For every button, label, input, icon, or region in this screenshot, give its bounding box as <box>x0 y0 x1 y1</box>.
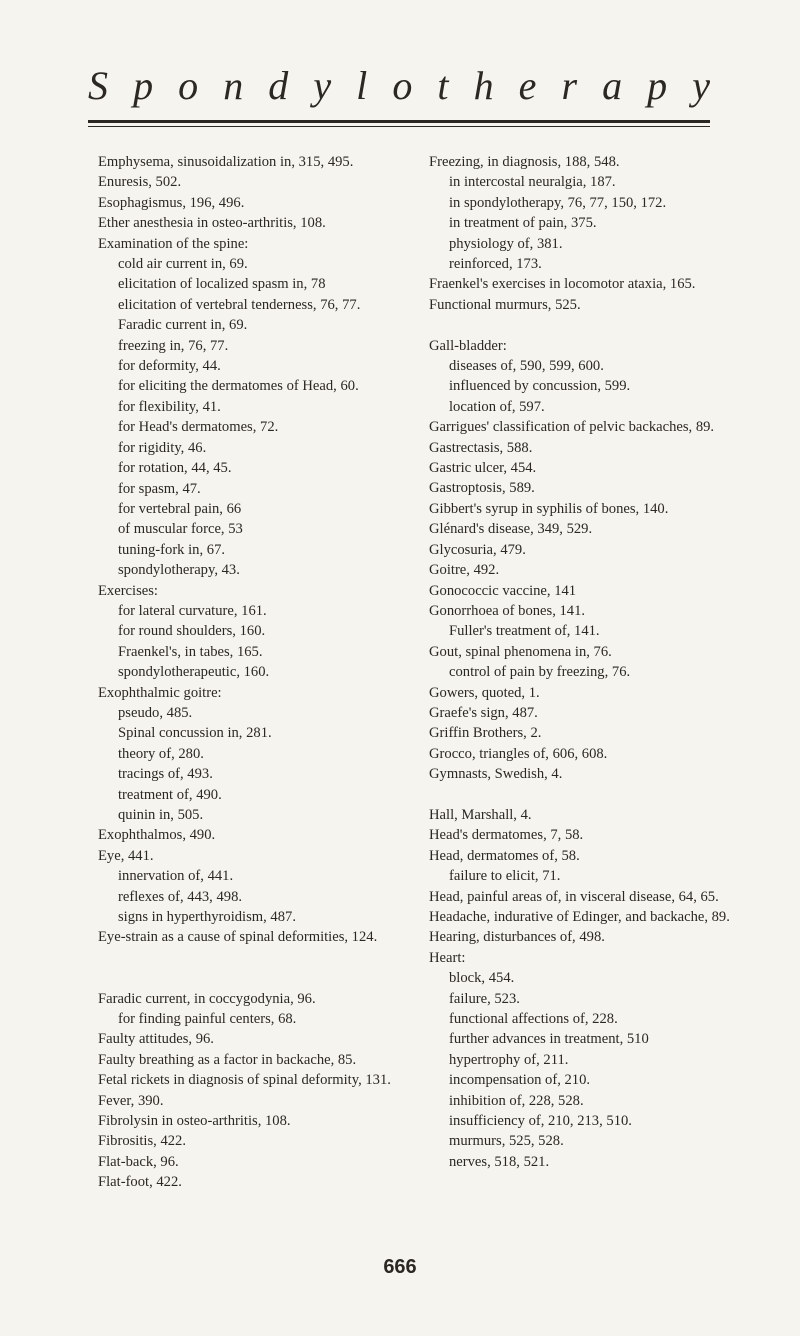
running-head-letter: h <box>473 63 494 108</box>
index-subentry: insufficiency of, 210, 213, 510. <box>449 1113 632 1130</box>
index-subentry: for lateral curvature, 161. <box>118 602 267 619</box>
index-entry: Head's dermatomes, 7, 58. <box>429 827 584 844</box>
index-subentry: location of, 597. <box>449 398 545 415</box>
index-subentry: murmurs, 525, 528. <box>449 1133 564 1150</box>
index-entry: Glénard's disease, 349, 529. <box>429 521 593 538</box>
index-entry: Gout, spinal phenomena in, 76. <box>429 643 612 660</box>
running-head-letter: p <box>647 63 668 108</box>
index-subentry: treatment of, 490. <box>118 786 222 803</box>
index-subentry: for rotation, 44, 45. <box>118 460 232 477</box>
running-head-letter: n <box>223 63 244 108</box>
index-subentry: spondylotherapeutic, 160. <box>118 664 270 681</box>
index-entry: Fever, 390. <box>98 1092 164 1109</box>
index-subentry: failure, 523. <box>449 990 520 1007</box>
index-subentry: for finding painful centers, 68. <box>118 1011 297 1028</box>
index-entry: Gibbert's syrup in syphilis of bones, 140. <box>429 500 669 517</box>
index-subentry: nerves, 518, 521. <box>449 1153 550 1170</box>
index-subentry: influenced by concussion, 599. <box>449 378 631 395</box>
index-subentry: block, 454. <box>449 970 515 987</box>
index-subentry: control of pain by freezing, 76. <box>449 664 631 681</box>
index-entry: Graefe's sign, 487. <box>429 704 538 721</box>
index-entry: Exercises: <box>98 582 158 599</box>
index-subentry: signs in hyperthyroidism, 487. <box>118 909 296 926</box>
index-entry: Faulty breathing as a factor in backache, 85. <box>98 1051 357 1068</box>
index-subentry: tracings of, 493. <box>118 766 213 783</box>
index-subentry: elicitation of vertebral tenderness, 76, 77. <box>118 296 361 313</box>
index-entry: Gastrectasis, 588. <box>429 439 533 456</box>
index-entry: Headache, indurative of Edinger, and backache, 89. <box>429 909 730 925</box>
index-subentry: Faradic current in, 69. <box>118 317 248 334</box>
index-entry: Fetal rickets in diagnosis of spinal deformity, 131. <box>98 1072 391 1089</box>
index-entry: Eye-strain as a cause of spinal deformities, 124. <box>98 929 378 946</box>
letter-group-gap <box>98 968 428 988</box>
index-entry: Faradic current, in coccygodynia, 96. <box>98 990 316 1007</box>
index-entry: Heart: <box>429 949 466 966</box>
index-subentry: spondylotherapy, 43. <box>118 562 240 579</box>
index-subentry: for rigidity, 46. <box>118 439 207 456</box>
index-subentry: tuning-fork in, 67. <box>118 541 226 558</box>
index-entry: Fibrolysin in osteo-arthritis, 108. <box>98 1113 291 1130</box>
letter-group-gap <box>429 315 749 335</box>
index-entry: Emphysema, sinusoidalization in, 315, 495. <box>98 154 354 170</box>
index-entry: Flat-back, 96. <box>98 1153 179 1170</box>
index-subentry: for flexibility, 41. <box>118 398 221 415</box>
running-head-letter: o <box>178 63 199 108</box>
index-entry: Flat-foot, 422. <box>98 1174 182 1191</box>
index-subentry: diseases of, 590, 599, 600. <box>449 358 604 375</box>
header-rule-thick <box>88 120 710 123</box>
index-entry: Hearing, disturbances of, 498. <box>429 929 605 946</box>
index-entry: Fibrositis, 422. <box>98 1133 186 1150</box>
index-subentry: for eliciting the dermatomes of Head, 60. <box>118 378 359 395</box>
index-subentry: for deformity, 44. <box>118 358 221 375</box>
running-head-letter: t <box>437 63 449 108</box>
index-subentry: elicitation of localized spasm in, 78 <box>118 276 326 293</box>
index-entry: Esophagismus, 196, 496. <box>98 194 245 211</box>
running-head-letter: e <box>518 63 537 108</box>
index-subentry: Fraenkel's, in tabes, 165. <box>118 643 263 660</box>
index-subentry: inhibition of, 228, 528. <box>449 1092 584 1109</box>
index-subentry: cold air current in, 69. <box>118 256 248 273</box>
index-entry: Faulty attitudes, 96. <box>98 1031 214 1048</box>
index-subentry: functional affections of, 228. <box>449 1011 618 1028</box>
index-entry: Glycosuria, 479. <box>429 541 526 558</box>
index-subentry: quinin in, 505. <box>118 807 204 823</box>
index-entry: Enuresis, 502. <box>98 174 182 191</box>
header-rule-thin <box>88 126 710 127</box>
index-subentry: in spondylotherapy, 76, 77, 150, 172. <box>449 194 667 211</box>
index-subentry: of muscular force, 53 <box>118 521 243 538</box>
index-entry: Functional murmurs, 525. <box>429 296 581 313</box>
index-entry: Exophthalmic goitre: <box>98 684 222 701</box>
index-subentry: failure to elicit, 71. <box>449 868 561 885</box>
index-entry: Gastric ulcer, 454. <box>429 460 537 477</box>
index-entry: Garrigues' classification of pelvic backaches, 89. <box>429 419 715 436</box>
index-entry: Examination of the spine: <box>98 235 249 252</box>
index-entry: Ether anesthesia in osteo-arthritis, 108. <box>98 215 326 232</box>
running-head-letter: o <box>392 63 413 108</box>
index-entry: Griffin Brothers, 2. <box>429 725 542 742</box>
index-subentry: incompensation of, 210. <box>449 1072 591 1089</box>
index-entry: Head, painful areas of, in visceral disease, 64, 65. <box>429 888 719 905</box>
running-head-letter: y <box>313 63 332 108</box>
running-head-letter: S <box>88 63 108 108</box>
index-subentry: reflexes of, 443, 498. <box>118 888 243 905</box>
index-entry: Freezing, in diagnosis, 188, 548. <box>429 154 620 170</box>
index-entry: Hall, Marshall, 4. <box>429 806 532 823</box>
running-head-letter: y <box>692 63 710 108</box>
index-subentry: innervation of, 441. <box>118 868 234 885</box>
running-head-letter: a <box>602 63 623 108</box>
running-head <box>88 63 710 108</box>
index-subentry: Spinal concussion in, 281. <box>118 725 272 742</box>
index-subentry: for round shoulders, 160. <box>118 623 266 640</box>
running-head-letter: d <box>268 63 289 108</box>
letter-group-gap <box>98 948 428 968</box>
index-subentry: freezing in, 76, 77. <box>118 337 229 354</box>
index-subentry: in treatment of pain, 375. <box>449 215 597 232</box>
index-entry: Exophthalmos, 490. <box>98 827 216 844</box>
index-subentry: reinforced, 173. <box>449 256 542 273</box>
index-entry: Eye, 441. <box>98 847 154 864</box>
running-head-letter: r <box>561 63 578 108</box>
index-entry: Gastroptosis, 589. <box>429 480 535 497</box>
running-head-letter: p <box>133 63 154 108</box>
index-entry: Gonorrhoea of bones, 141. <box>429 602 586 619</box>
index-entry: Gymnasts, Swedish, 4. <box>429 766 563 783</box>
index-entry: Gall-bladder: <box>429 337 507 354</box>
running-head-letter: l <box>356 63 368 108</box>
index-subentry: in intercostal neuralgia, 187. <box>449 174 616 191</box>
index-subentry: for vertebral pain, 66 <box>118 500 242 517</box>
index-entry: Gowers, quoted, 1. <box>429 684 540 701</box>
index-subentry: Fuller's treatment of, 141. <box>449 623 600 640</box>
index-entry: Grocco, triangles of, 606, 608. <box>429 745 608 762</box>
index-entry: Goitre, 492. <box>429 562 500 579</box>
index-subentry: hypertrophy of, 211. <box>449 1051 569 1068</box>
page-number: 666 <box>383 1256 417 1278</box>
index-entry: Gonococcic vaccine, 141 <box>429 582 577 599</box>
index-entry: Head, dermatomes of, 58. <box>429 847 580 864</box>
index-subentry: physiology of, 381. <box>449 235 563 252</box>
index-subentry: theory of, 280. <box>118 745 204 762</box>
index-subentry: pseudo, 485. <box>118 704 193 721</box>
index-entry: Fraenkel's exercises in locomotor ataxia, 165. <box>429 276 696 293</box>
index-column-right <box>429 152 749 1172</box>
index-subentry: for spasm, 47. <box>118 480 201 497</box>
index-subentry: for Head's dermatomes, 72. <box>118 419 279 436</box>
letter-group-gap <box>429 785 749 805</box>
index-column-left <box>98 152 428 1193</box>
index-subentry: further advances in treatment, 510 <box>449 1031 649 1048</box>
